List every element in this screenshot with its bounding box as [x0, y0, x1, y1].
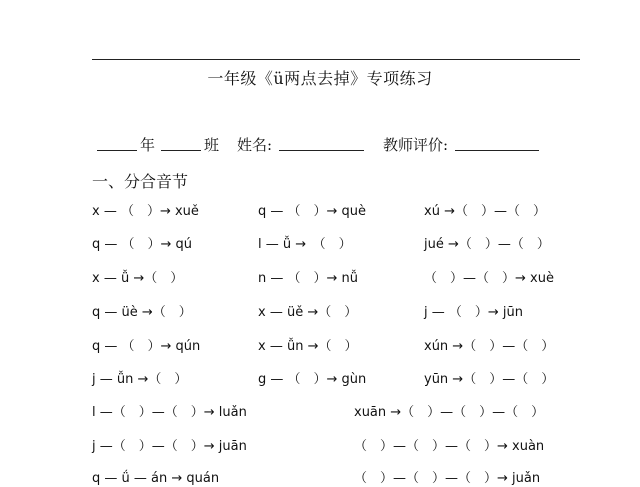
- exercise-item: xún →（ ）—（ ）: [424, 339, 555, 354]
- exercise-item: （ ）—（ ）—（ ）→ xuàn: [354, 439, 545, 454]
- exercise-item: yūn →（ ）—（ ）: [424, 372, 555, 387]
- exercise-item: x — ǚ →（ ）: [92, 271, 184, 286]
- class-label: 班: [204, 136, 220, 154]
- exercise-item: q — ǘ — án → quán: [92, 471, 220, 486]
- exercise-item: j — （ ）→ jūn: [424, 305, 523, 320]
- exercise-item: q — üè →（ ）: [92, 305, 192, 320]
- exercise-item: x — ǚn →（ ）: [258, 339, 358, 354]
- exercise-item: l — ǚ → （ ）: [258, 237, 352, 252]
- exercise-item: g — （ ）→ gùn: [258, 372, 367, 387]
- name-label: 姓名:: [237, 136, 273, 154]
- exercise-item: q — （ ）→ qú: [92, 237, 193, 252]
- exercise-item: j — ǚn →（ ）: [92, 372, 188, 387]
- year-label: 年: [140, 136, 156, 154]
- exercise-item: j —（ ）—（ ）→ juān: [92, 439, 247, 454]
- exercise-item: l —（ ）—（ ）→ luǎn: [92, 405, 247, 420]
- exercise-item: q — （ ）→ qún: [92, 339, 201, 354]
- exercise-item: n — （ ）→ nǚ: [258, 271, 359, 286]
- exercise-item: （ ）—（ ）→ xuè: [424, 271, 554, 286]
- exercise-item: （ ）—（ ）—（ ）→ juǎn: [354, 471, 541, 486]
- teacher-label: 教师评价:: [383, 136, 449, 154]
- page-title: 一年级《ü两点去掉》专项练习: [207, 69, 433, 88]
- exercise-item: xuān →（ ）—（ ）—（ ）: [354, 405, 545, 420]
- exercise-item: jué →（ ）—（ ）: [424, 237, 550, 252]
- exercise-item: q — （ ）→ què: [258, 204, 367, 219]
- exercise-item: x — （ ）→ xuě: [92, 204, 199, 219]
- header-rule: [92, 59, 580, 60]
- class-blank[interactable]: [161, 150, 201, 151]
- exercise-item: x — üě →（ ）: [258, 305, 358, 320]
- section-heading: 一、分合音节: [92, 172, 189, 191]
- name-blank[interactable]: [279, 150, 364, 151]
- exercise-item: xú →（ ）—（ ）: [424, 204, 546, 219]
- teacher-blank[interactable]: [455, 150, 539, 151]
- year-blank[interactable]: [97, 150, 137, 151]
